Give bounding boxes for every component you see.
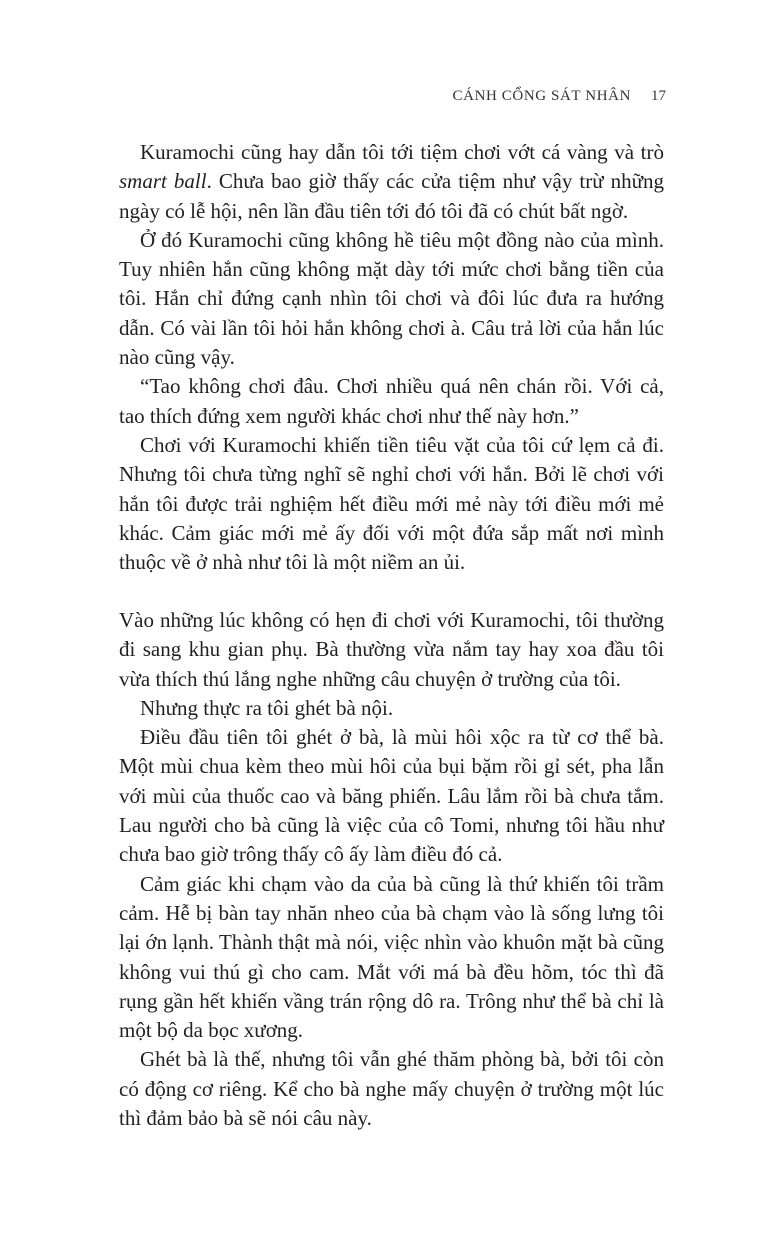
paragraph-8: Cảm giác khi chạm vào da của bà cũng là thứ khiến tôi trầm cảm. Hễ bị bàn tay nhăn nheo của bà chạm vào là sống lưng tôi lại ớn lạnh. Thành thật mà nói, việc nhìn vào khuôn mặt bà cũng không vui thú gì cho cam. Mắt với má bà đều hõm, tóc thì đã rụng gần hết khiến vầng trán rộng dô ra. Trông như thể bà chỉ là một bộ da bọc xương. — [119, 871, 664, 1043]
paragraph-1-text-start: Kuramochi cũng hay dẫn tôi tới tiệm chơi vớt cá vàng và trò — [140, 140, 664, 164]
paragraph-2: Ở đó Kuramochi cũng không hề tiêu một đồng nào của mình. Tuy nhiên hắn cũng không mặt dày tới mức chơi bằng tiền của tôi. Hắn chỉ đứng cạnh nhìn tôi chơi và đôi lúc đưa ra hướng dẫn. Có vài lần tôi hỏi hắn không chơi à. Câu trả lời của hắn lúc nào cũng vậy. — [119, 227, 664, 370]
paragraph-1 — [119, 138, 664, 226]
paragraph-4: Chơi với Kuramochi khiến tiền tiêu vặt của tôi cứ lẹm cả đi. Nhưng tôi chưa từng nghĩ sẽ nghỉ chơi với hắn. Bởi lẽ chơi với hắn tôi được trải nghiệm hết điều mới mẻ này tới điều mới mẻ khác. Cảm giác mới mẻ ấy đối với một đứa sắp mất nơi mình thuộc về ở nhà như tôi là một niềm an ủi. — [119, 432, 664, 575]
chapter-title: CÁNH CỔNG SÁT NHÂN — [452, 88, 631, 104]
section-1 — [119, 138, 664, 577]
paragraph-1-italic-term: smart ball — [119, 169, 207, 194]
paragraph-3-dialogue: “Tao không chơi đâu. Chơi nhiều quá nên chán rồi. Với cả, tao thích đứng xem người khác chơi như thế này hơn.” — [119, 374, 664, 428]
paragraph-9: Ghét bà là thế, nhưng tôi vẫn ghé thăm phòng bà, bởi tôi còn có động cơ riêng. Kể cho bà nghe mấy chuyện ở trường một lúc thì đảm bảo bà sẽ nói câu này. — [119, 1047, 664, 1131]
paragraph-7: Điều đầu tiên tôi ghét ở bà, là mùi hôi xộc ra từ cơ thể bà. Một mùi chua kèm theo mùi hôi của bụi bặm rồi gỉ sét, pha lẫn với mùi của thuốc cao và băng phiến. Lâu lắm rồi bà chưa tắm. Lau người cho bà cũng là việc của cô Tomi, nhưng tôi hầu như chưa bao giờ trông thấy cô ấy làm điều đó cả. — [119, 725, 664, 867]
page-number: 17 — [651, 88, 666, 104]
paragraph-6: Nhưng thực ra tôi ghét bà nội. — [140, 695, 394, 720]
paragraph-1-text-end: . Chưa bao giờ thấy các cửa tiệm như vậy trừ những ngày có lễ hội, nên lần đầu tiên tới đó tôi đã có chút bất ngờ. — [119, 169, 664, 223]
paragraph-5: Vào những lúc không có hẹn đi chơi với Kuramochi, tôi thường đi sang khu gian phụ. Bà thường vừa nắm tay hay xoa đầu tôi vừa thích thú lắng nghe những câu chuyện ở trường của tôi. — [119, 608, 664, 691]
running-header — [453, 88, 666, 105]
section-2 — [119, 606, 664, 1133]
